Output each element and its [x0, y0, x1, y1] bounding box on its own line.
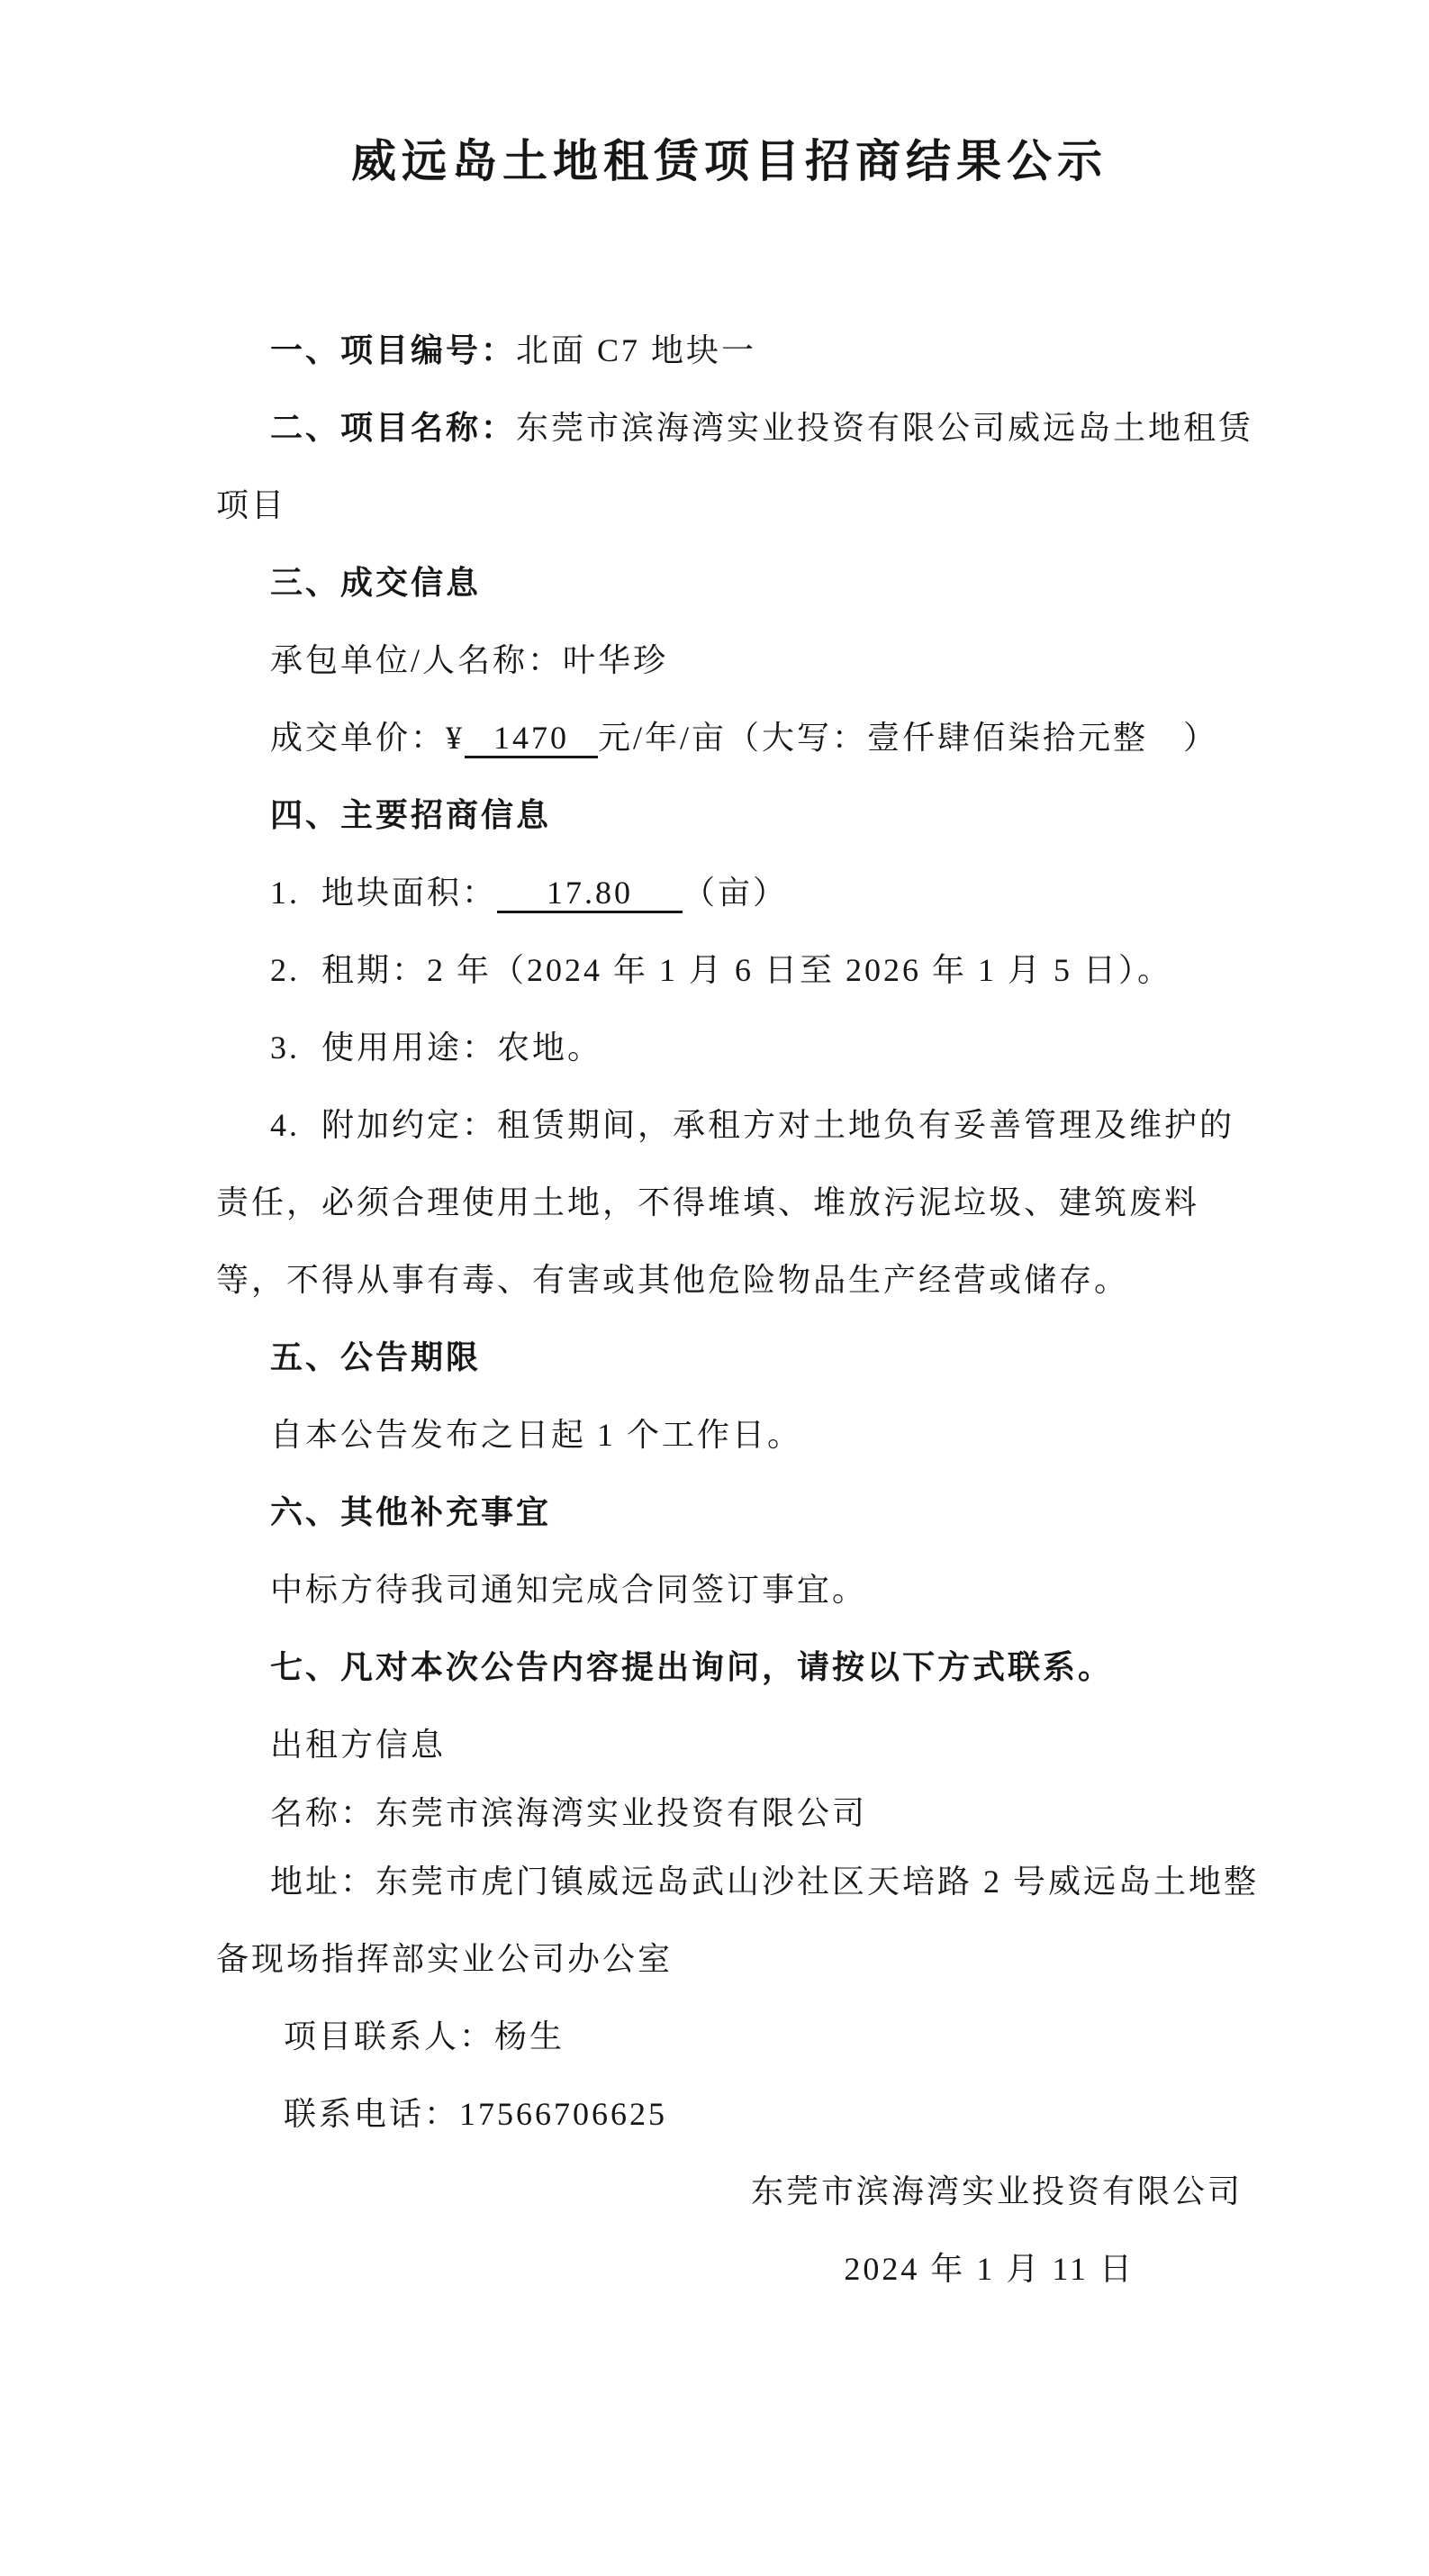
line-deal-price [216, 699, 1243, 776]
deal-price-prefix: 成交单价：¥ [270, 720, 466, 756]
contact-person-text: 项目联系人：杨生 [284, 2018, 565, 2054]
line-plot-area [216, 854, 1243, 931]
page-title: 威远岛土地租赁项目招商结果公示 [351, 136, 1108, 186]
heading-notice-period: 五、公告期限 [270, 1339, 482, 1375]
line-lessor-address-1 [216, 1843, 1260, 1920]
line-lease-term [216, 931, 1243, 1009]
line-project-number [216, 312, 1243, 389]
project-name-continuation: 项目 [216, 487, 287, 523]
announcement-document [216, 124, 1260, 2308]
line-heading-deal-info [216, 544, 1243, 621]
line-extra-terms-2 [216, 1164, 1243, 1241]
line-heading-main-info [216, 776, 1243, 854]
line-heading-notice-period [216, 1319, 1243, 1396]
plot-area-prefix: 1. 地块面积： [270, 875, 498, 911]
deal-price-underlined-value: 1470 [465, 720, 598, 758]
plot-area-underlined-value: 17.80 [497, 875, 683, 913]
contact-phone-text: 联系电话：17566706625 [284, 2096, 668, 2132]
line-contact-person [216, 1998, 1243, 2075]
project-name-label: 二、项目名称： [270, 410, 517, 446]
extra-terms-text-1: 4. 附加约定：租赁期间，承租方对土地负有妥善管理及维护的 [270, 1107, 1235, 1143]
notice-period-text: 自本公告发布之日起 1 个工作日。 [270, 1417, 803, 1453]
signature-company-text: 东莞市滨海湾实业投资有限公司 [750, 2173, 1243, 2209]
line-land-use [216, 1009, 1243, 1086]
project-number-value: 北面 C7 地块一 [516, 332, 757, 368]
line-lessor-name [216, 1783, 1243, 1843]
lease-term-text: 2. 租期：2 年（2024 年 1 月 6 日至 2026 年 1 月 5 日）。 [270, 952, 1173, 988]
extra-terms-text-3: 等，不得从事有毒、有害或其他危险物品生产经营或储存。 [216, 1262, 1130, 1298]
line-heading-supplementary [216, 1474, 1243, 1551]
signature-date-text: 2024 年 1 月 11 日 [844, 2251, 1135, 2287]
lessor-info-text: 出租方信息 [270, 1727, 447, 1763]
line-contact-phone [216, 2075, 1243, 2153]
deal-price-suffix: 元/年/亩（大写：壹仟肆佰柒拾元整 ） [598, 720, 1219, 756]
plot-area-suffix: （亩） [683, 875, 789, 911]
line-heading-contact [216, 1628, 1243, 1706]
supplementary-text: 中标方待我司通知完成合同签订事宜。 [270, 1572, 868, 1608]
lessor-name-text: 名称：东莞市滨海湾实业投资有限公司 [270, 1795, 868, 1831]
lessor-address-text-2: 备现场指挥部实业公司办公室 [216, 1941, 674, 1977]
line-contractor-name [216, 621, 1243, 699]
line-project-name-cont [216, 467, 1243, 544]
line-extra-terms-1 [216, 1086, 1243, 1164]
line-notice-period [216, 1396, 1243, 1474]
extra-terms-text-2: 责任，必须合理使用土地，不得堆填、堆放污泥垃圾、建筑废料 [216, 1184, 1200, 1220]
project-number-label: 一、项目编号： [270, 332, 517, 368]
project-name-value: 东莞市滨海湾实业投资有限公司威远岛土地租赁 [516, 410, 1254, 446]
lessor-address-text-1: 地址：东莞市虎门镇威远岛武山沙社区天培路 2 号威远岛土地整 [270, 1864, 1260, 1900]
line-lessor-info [216, 1706, 1243, 1783]
document-body [216, 312, 1260, 2308]
land-use-text: 3. 使用用途：农地。 [270, 1029, 603, 1066]
heading-supplementary: 六、其他补充事宜 [270, 1494, 552, 1530]
line-extra-terms-3 [216, 1241, 1243, 1319]
line-project-name [216, 389, 1254, 467]
heading-deal-info: 三、成交信息 [270, 565, 482, 601]
contractor-name-text: 承包单位/人名称：叶华珍 [270, 642, 669, 678]
line-lessor-address-2 [216, 1920, 1243, 1998]
line-supplementary [216, 1551, 1243, 1628]
line-signature-date [216, 2230, 1243, 2308]
heading-main-info: 四、主要招商信息 [270, 797, 552, 833]
heading-contact: 七、凡对本次公告内容提出询问，请按以下方式联系。 [270, 1649, 1114, 1685]
line-signature-company [216, 2153, 1243, 2230]
